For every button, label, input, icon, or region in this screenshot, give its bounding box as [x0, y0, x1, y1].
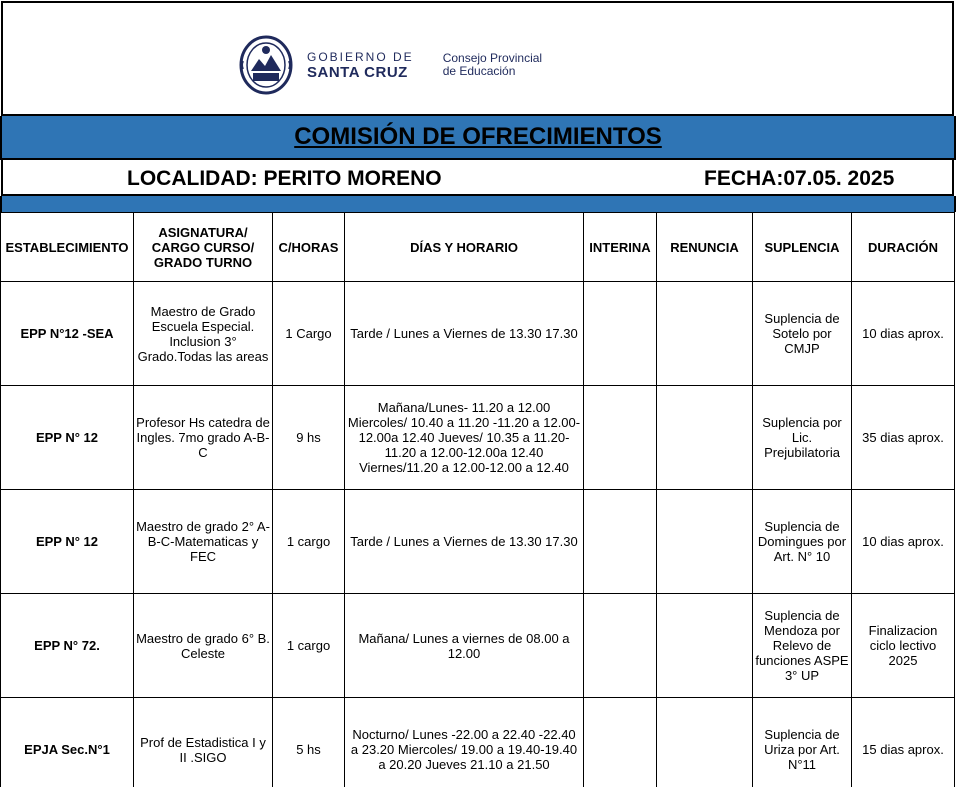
cell-duracion: 35 dias aprox. — [852, 386, 955, 490]
header-suplencia: SUPLENCIA — [753, 213, 852, 282]
cell-duracion: 10 dias aprox. — [852, 282, 955, 386]
cell-renuncia — [657, 282, 753, 386]
logo-header — [1, 1, 954, 116]
date-label: FECHA:07.05. 2025 — [704, 167, 895, 190]
cell-establecimiento: EPP N° 12 — [1, 490, 134, 594]
council-line-1: Consejo Provincial — [442, 51, 543, 65]
government-line-1: GOBIERNO DE — [307, 49, 414, 64]
table-row — [1, 386, 955, 490]
cell-horas: 9 hs — [273, 386, 345, 490]
cell-establecimiento: EPP N° 12 — [1, 386, 134, 490]
header-asignatura: ASIGNATURA/ CARGO CURSO/ GRADO TURNO — [134, 213, 273, 282]
government-name — [307, 50, 414, 81]
cell-renuncia — [657, 698, 753, 787]
cell-interina — [584, 490, 657, 594]
cell-horas: 5 hs — [273, 698, 345, 787]
cell-asignatura: Profesor Hs catedra de Ingles. 7mo grado A-B-C — [134, 386, 273, 490]
cell-establecimiento: EPP N° 72. — [1, 594, 134, 698]
header-horario: DÍAS Y HORARIO — [345, 213, 584, 282]
cell-suplencia: Suplencia de Uriza por Art. N°11 — [753, 698, 852, 787]
cell-duracion: 15 dias aprox. — [852, 698, 955, 787]
header-duracion: DURACIÓN — [852, 213, 955, 282]
table-row — [1, 698, 955, 787]
header-horas: C/HORAS — [273, 213, 345, 282]
cell-renuncia — [657, 386, 753, 490]
cell-renuncia — [657, 490, 753, 594]
government-line-2: SANTA CRUZ — [307, 63, 408, 81]
cell-horario: Tarde / Lunes a Viernes de 13.30 17.30 — [345, 282, 584, 386]
cell-interina — [584, 282, 657, 386]
cell-interina — [584, 594, 657, 698]
location-label: LOCALIDAD: PERITO MORENO — [127, 167, 442, 190]
header-renuncia: RENUNCIA — [657, 213, 753, 282]
header-establecimiento: ESTABLECIMIENTO — [1, 213, 134, 282]
table-header-row — [1, 213, 955, 282]
cell-interina — [584, 386, 657, 490]
document-title: COMISIÓN DE OFRECIMIENTOS — [294, 123, 662, 150]
separator-band — [0, 196, 956, 212]
table-row — [1, 594, 955, 698]
cell-horas: 1 cargo — [273, 490, 345, 594]
cell-horario: Tarde / Lunes a Viernes de 13.30 17.30 — [345, 490, 584, 594]
council-name — [443, 52, 542, 78]
cell-horario: Mañana/Lunes- 11.20 a 12.00 Miercoles/ 10.40 a 11.20 -11.20 a 12.00-12.00a 12.40 Jueves/ 10.35 a 11.20-11.20 a 12.00-12.00a 12.40 Viernes/11.20 a 12.00-12.00 a 12.40 — [345, 386, 584, 490]
cell-suplencia: Suplencia por Lic. Prejubilatoria — [753, 386, 852, 490]
cell-asignatura: Maestro de Grado Escuela Especial. Inclusion 3° Grado.Todas las areas — [134, 282, 273, 386]
cell-horario: Mañana/ Lunes a viernes de 08.00 a 12.00 — [345, 594, 584, 698]
provincial-seal-icon — [239, 35, 293, 95]
offers-table — [0, 212, 955, 787]
logo-divider — [428, 47, 429, 83]
cell-suplencia: Suplencia de Sotelo por CMJP — [753, 282, 852, 386]
cell-duracion: Finalizacion ciclo lectivo 2025 — [852, 594, 955, 698]
cell-suplencia: Suplencia de Mendoza por Relevo de funciones ASPE 3° UP — [753, 594, 852, 698]
cell-establecimiento: EPP N°12 -SEA — [1, 282, 134, 386]
cell-horas: 1 cargo — [273, 594, 345, 698]
council-line-2: de Educación — [442, 64, 516, 78]
cell-establecimiento: EPJA Sec.N°1 — [1, 698, 134, 787]
table-row — [1, 282, 955, 386]
cell-duracion: 10 dias aprox. — [852, 490, 955, 594]
location-date-bar — [1, 158, 954, 196]
table-row — [1, 490, 955, 594]
cell-asignatura: Prof de Estadistica I y II .SIGO — [134, 698, 273, 787]
cell-asignatura: Maestro de grado 2° A-B-C-Matematicas y FEC — [134, 490, 273, 594]
cell-renuncia — [657, 594, 753, 698]
cell-asignatura: Maestro de grado 6° B. Celeste — [134, 594, 273, 698]
cell-horas: 1 Cargo — [273, 282, 345, 386]
government-logo — [239, 35, 542, 95]
cell-interina — [584, 698, 657, 787]
header-interina: INTERINA — [584, 213, 657, 282]
cell-horario: Nocturno/ Lunes -22.00 a 22.40 -22.40 a 23.20 Miercoles/ 19.00 a 19.40-19.40 a 20.20 Jueves 21.10 a 21.50 — [345, 698, 584, 787]
cell-suplencia: Suplencia de Domingues por Art. N° 10 — [753, 490, 852, 594]
